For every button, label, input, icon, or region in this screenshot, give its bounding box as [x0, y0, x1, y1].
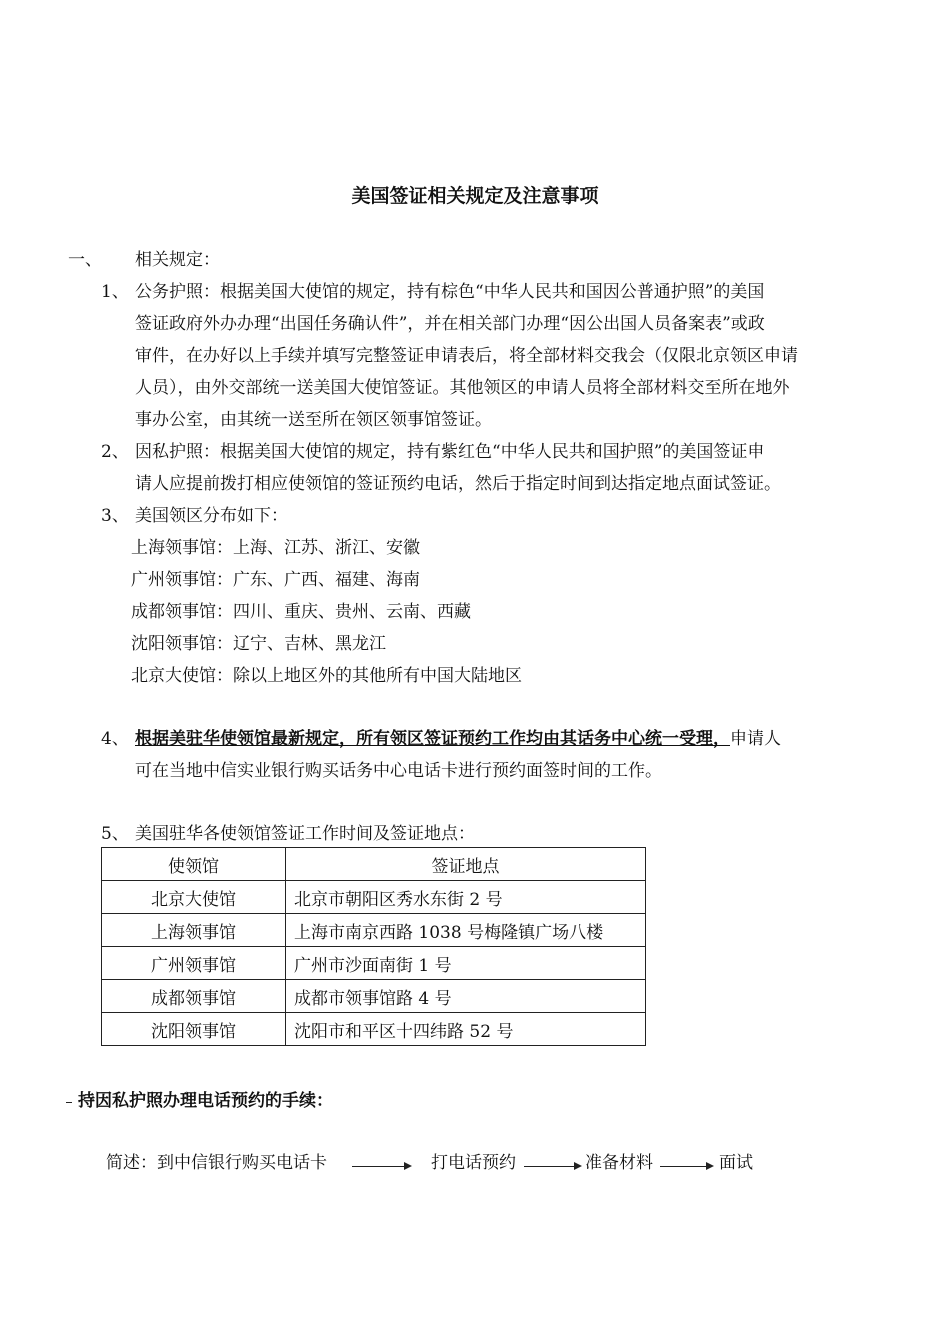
- flow-step: 简述：到中信银行购买电话卡: [106, 1153, 327, 1173]
- item1-paragraph: [135, 276, 895, 436]
- arrow-right-icon: [524, 1166, 580, 1167]
- item1-line: 人员），由外交部统一送美国大使馆签证。其他领区的申请人员将全部材料交至所在地外: [135, 378, 790, 398]
- consulate-address: 成都市领事馆路 4 号: [286, 980, 646, 1013]
- item4-bold-notice: 根据美驻华使领馆最新规定，所有领区签证预约工作均由其话务中心统一受理，: [135, 729, 730, 749]
- arrow-right-icon: [660, 1166, 712, 1167]
- consulate-address: 沈阳市和平区十四纬路 52 号: [286, 1013, 646, 1046]
- item4-line2: 可在当地中信实业银行购买话务中心电话卡进行预约面签时间的工作。: [135, 761, 662, 781]
- item1-line: 公务护照：根据美国大使馆的规定，持有棕色“中华人民共和国因公普通护照”的美国: [135, 282, 765, 302]
- item4-line1: [135, 729, 781, 749]
- flow-step: 面试: [719, 1153, 753, 1173]
- consulate-table: [101, 847, 646, 1046]
- item3-label: 美国领区分布如下：: [135, 506, 288, 526]
- item-number: 3、: [101, 506, 129, 526]
- table-row: [102, 914, 646, 947]
- section-number: 一、: [68, 250, 102, 270]
- item-number: 1、: [101, 282, 129, 302]
- district-list: [131, 532, 731, 692]
- district-item: 上海领事馆：上海、江苏、浙江、安徽: [131, 538, 420, 558]
- item1-line: 审件，在办好以上手续并填写完整签证申请表后，将全部材料交我会（仅限北京领区申请: [135, 346, 798, 366]
- flow-step: 准备材料: [585, 1153, 653, 1173]
- district-item: 成都领事馆：四川、重庆、贵州、云南、西藏: [131, 602, 471, 622]
- district-item: 沈阳领事馆：辽宁、吉林、黑龙江: [131, 634, 386, 654]
- item2-paragraph: [135, 436, 895, 500]
- table-row: [102, 980, 646, 1013]
- flow-step: 打电话预约: [431, 1153, 516, 1173]
- consulate-name: 沈阳领事馆: [102, 1013, 286, 1046]
- section-label: 相关规定：: [135, 250, 220, 270]
- item4-rest: 申请人: [730, 729, 781, 749]
- table-row: [102, 881, 646, 914]
- underline-mark: [66, 1102, 72, 1103]
- item1-line: 签证政府外办办理“出国任务确认件”，并在相关部门办理“因公出国人员备案表”或政: [135, 314, 765, 334]
- item-number: 4、: [101, 729, 129, 749]
- table-header-row: [102, 848, 646, 881]
- item5-label: 美国驻华各使领馆签证工作时间及签证地点：: [135, 824, 475, 844]
- item1-line: 事办公室，由其统一送至所在领区领事馆签证。: [135, 410, 492, 430]
- consulate-name: 广州领事馆: [102, 947, 286, 980]
- column-header: 使领馆: [102, 848, 286, 881]
- consulate-address: 北京市朝阳区秀水东街 2 号: [286, 881, 646, 914]
- consulate-name: 北京大使馆: [102, 881, 286, 914]
- arrow-right-icon: [352, 1166, 410, 1167]
- consulate-address: 广州市沙面南街 1 号: [286, 947, 646, 980]
- column-header: 签证地点: [286, 848, 646, 881]
- consulate-address: 上海市南京西路 1038 号梅隆镇广场八楼: [286, 914, 646, 947]
- procedure-heading: 持因私护照办理电话预约的手续：: [78, 1091, 333, 1111]
- page-title: 美国签证相关规定及注意事项: [351, 185, 599, 207]
- district-item: 广州领事馆：广东、广西、福建、海南: [131, 570, 420, 590]
- table-row: [102, 947, 646, 980]
- table-row: [102, 1013, 646, 1046]
- item2-line: 请人应提前拨打相应使领馆的签证预约电话，然后于指定时间到达指定地点面试签证。: [135, 474, 781, 494]
- item-number: 2、: [101, 442, 129, 462]
- district-item: 北京大使馆：除以上地区外的其他所有中国大陆地区: [131, 666, 522, 686]
- consulate-name: 成都领事馆: [102, 980, 286, 1013]
- item-number: 5、: [101, 824, 129, 844]
- consulate-name: 上海领事馆: [102, 914, 286, 947]
- item2-line: 因私护照：根据美国大使馆的规定，持有紫红色“中华人民共和国护照”的美国签证申: [135, 442, 765, 462]
